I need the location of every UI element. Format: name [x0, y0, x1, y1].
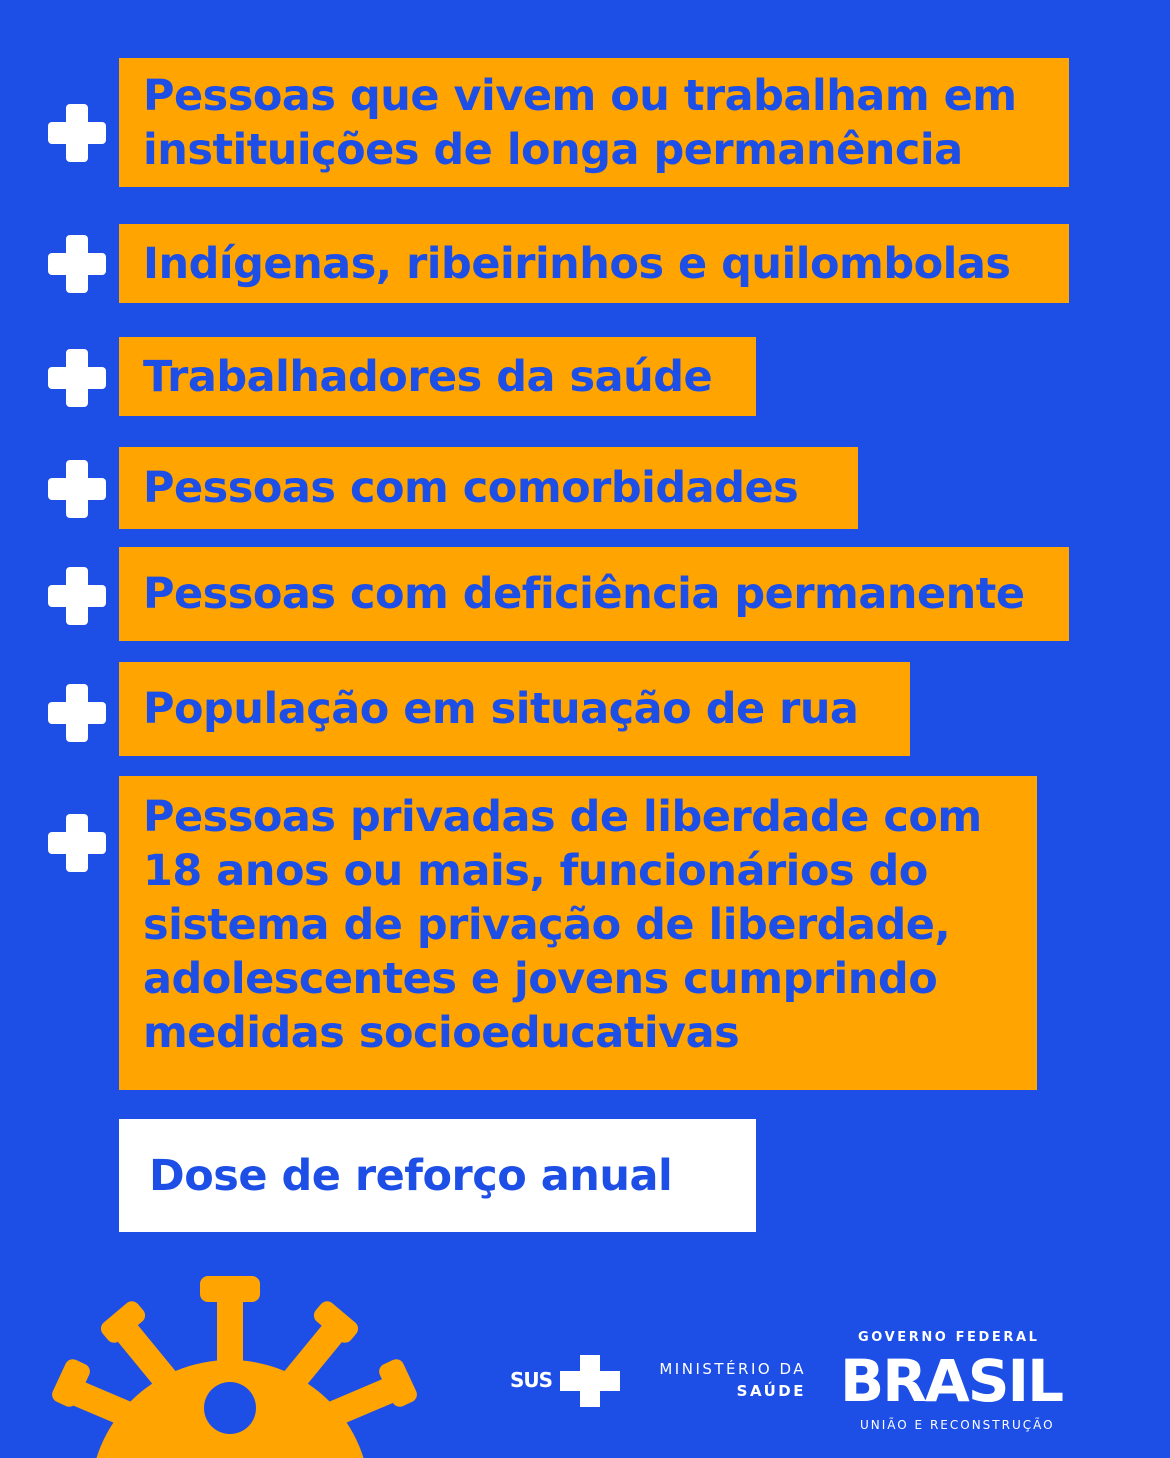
list-item-label: Trabalhadores da saúde	[143, 351, 713, 402]
plus-icon	[48, 814, 106, 872]
ministerio-line1: MINISTÉRIO DA	[659, 1360, 806, 1378]
list-item-label: Indígenas, ribeirinhos e quilombolas	[143, 238, 1011, 289]
sus-logo-text: SUS	[510, 1368, 553, 1392]
plus-icon	[48, 460, 106, 518]
list-item	[119, 224, 1069, 303]
list-item	[119, 662, 910, 756]
dose-label: Dose de reforço anual	[149, 1150, 673, 1201]
plus-icon	[48, 349, 106, 407]
ministerio-logo	[652, 1358, 806, 1402]
plus-icon	[48, 235, 106, 293]
list-item	[119, 776, 1037, 1090]
list-item-label: População em situação de rua	[143, 684, 859, 734]
brasil-logo: BRASIL	[840, 1347, 1063, 1415]
ministerio-line2: SAÚDE	[736, 1382, 806, 1400]
virus-icon	[30, 1270, 440, 1458]
plus-icon	[48, 567, 106, 625]
list-item	[119, 337, 756, 416]
plus-icon	[48, 104, 106, 162]
list-item	[119, 58, 1069, 187]
list-item-label: Pessoas que vivem ou trabalham em instituições de longa permanência	[143, 70, 1017, 175]
list-item	[119, 547, 1069, 641]
dose-banner	[119, 1119, 756, 1232]
list-item-label: Pessoas com deficiência permanente	[143, 569, 1025, 619]
governo-federal-label: GOVERNO FEDERAL	[858, 1330, 1040, 1345]
list-item-label: Pessoas privadas de liberdade com 18 anos ou mais, funcionários do sistema de privação de liberdade, adolescentes e jovens cumprindo medidas socioeducativas	[143, 792, 982, 1058]
uniao-reconstrucao-label: UNIÃO E RECONSTRUÇÃO	[860, 1418, 1055, 1432]
list-item-label: Pessoas com comorbidades	[143, 463, 799, 513]
list-item	[119, 447, 858, 529]
plus-icon	[48, 684, 106, 742]
